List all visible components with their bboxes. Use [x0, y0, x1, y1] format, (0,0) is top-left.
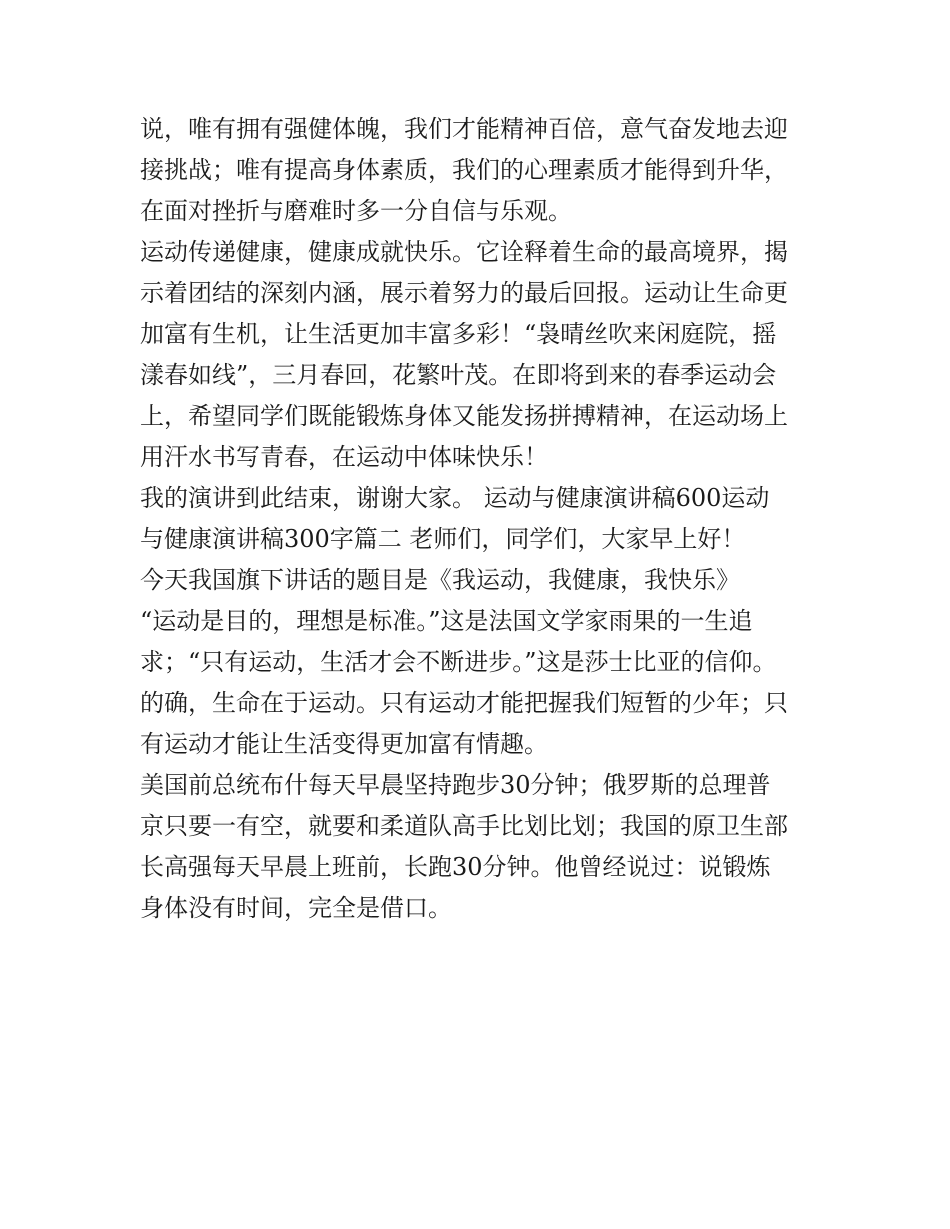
text-line: 运动传递健康，健康成就快乐。它诠释着生命的最高境界，揭: [140, 238, 788, 266]
body-text: [140, 109, 820, 929]
text-line: 长高强每天早晨上班前，长跑30分钟。他曾经说过：说锻炼: [140, 853, 771, 881]
text-line: 京只要一有空，就要和柔道队高手比划比划；我国的原卫生部: [140, 812, 788, 840]
text-line: 与健康演讲稿300字篇二 老师们，同学们，大家早上好！: [140, 525, 746, 553]
text-line: 的确，生命在于运动。只有运动才能把握我们短暂的少年；只: [140, 689, 788, 717]
text-line: 身体没有时间，完全是借口。: [140, 894, 452, 922]
text-line: 接挑战；唯有提高身体素质，我们的心理素质才能得到升华，: [140, 156, 788, 184]
text-line: 有运动才能让生活变得更加富有情趣。: [140, 730, 548, 758]
text-line: “运动是目的，理想是标准。”这是法国文学家雨果的一生追: [140, 607, 753, 635]
text-line: 上，希望同学们既能锻炼身体又能发扬拼搏精神，在运动场上: [140, 402, 788, 430]
text-line: 今天我国旗下讲话的题目是《我运动，我健康，我快乐》: [140, 566, 740, 594]
text-line: 加富有生机，让生活更加丰富多彩！“袅晴丝吹来闲庭院，摇: [140, 320, 777, 348]
text-line: 求；“只有运动，生活才会不断进步。”这是莎士比亚的信仰。: [140, 648, 777, 676]
text-line: 美国前总统布什每天早晨坚持跑步30分钟；俄罗斯的总理普: [140, 771, 771, 799]
text-line: 在面对挫折与磨难时多一分自信与乐观。: [140, 197, 572, 225]
text-line: 示着团结的深刻内涵，展示着努力的最后回报。运动让生命更: [140, 279, 788, 307]
text-line: 漾春如线”，三月春回，花繁叶茂。在即将到来的春季运动会: [140, 361, 777, 389]
text-line: 我的演讲到此结束，谢谢大家。 运动与健康演讲稿600运动: [140, 484, 770, 512]
text-line: 用汗水书写青春，在运动中体味快乐！: [140, 443, 548, 471]
text-line: 说，唯有拥有强健体魄，我们才能精神百倍，意气奋发地去迎: [140, 115, 788, 143]
